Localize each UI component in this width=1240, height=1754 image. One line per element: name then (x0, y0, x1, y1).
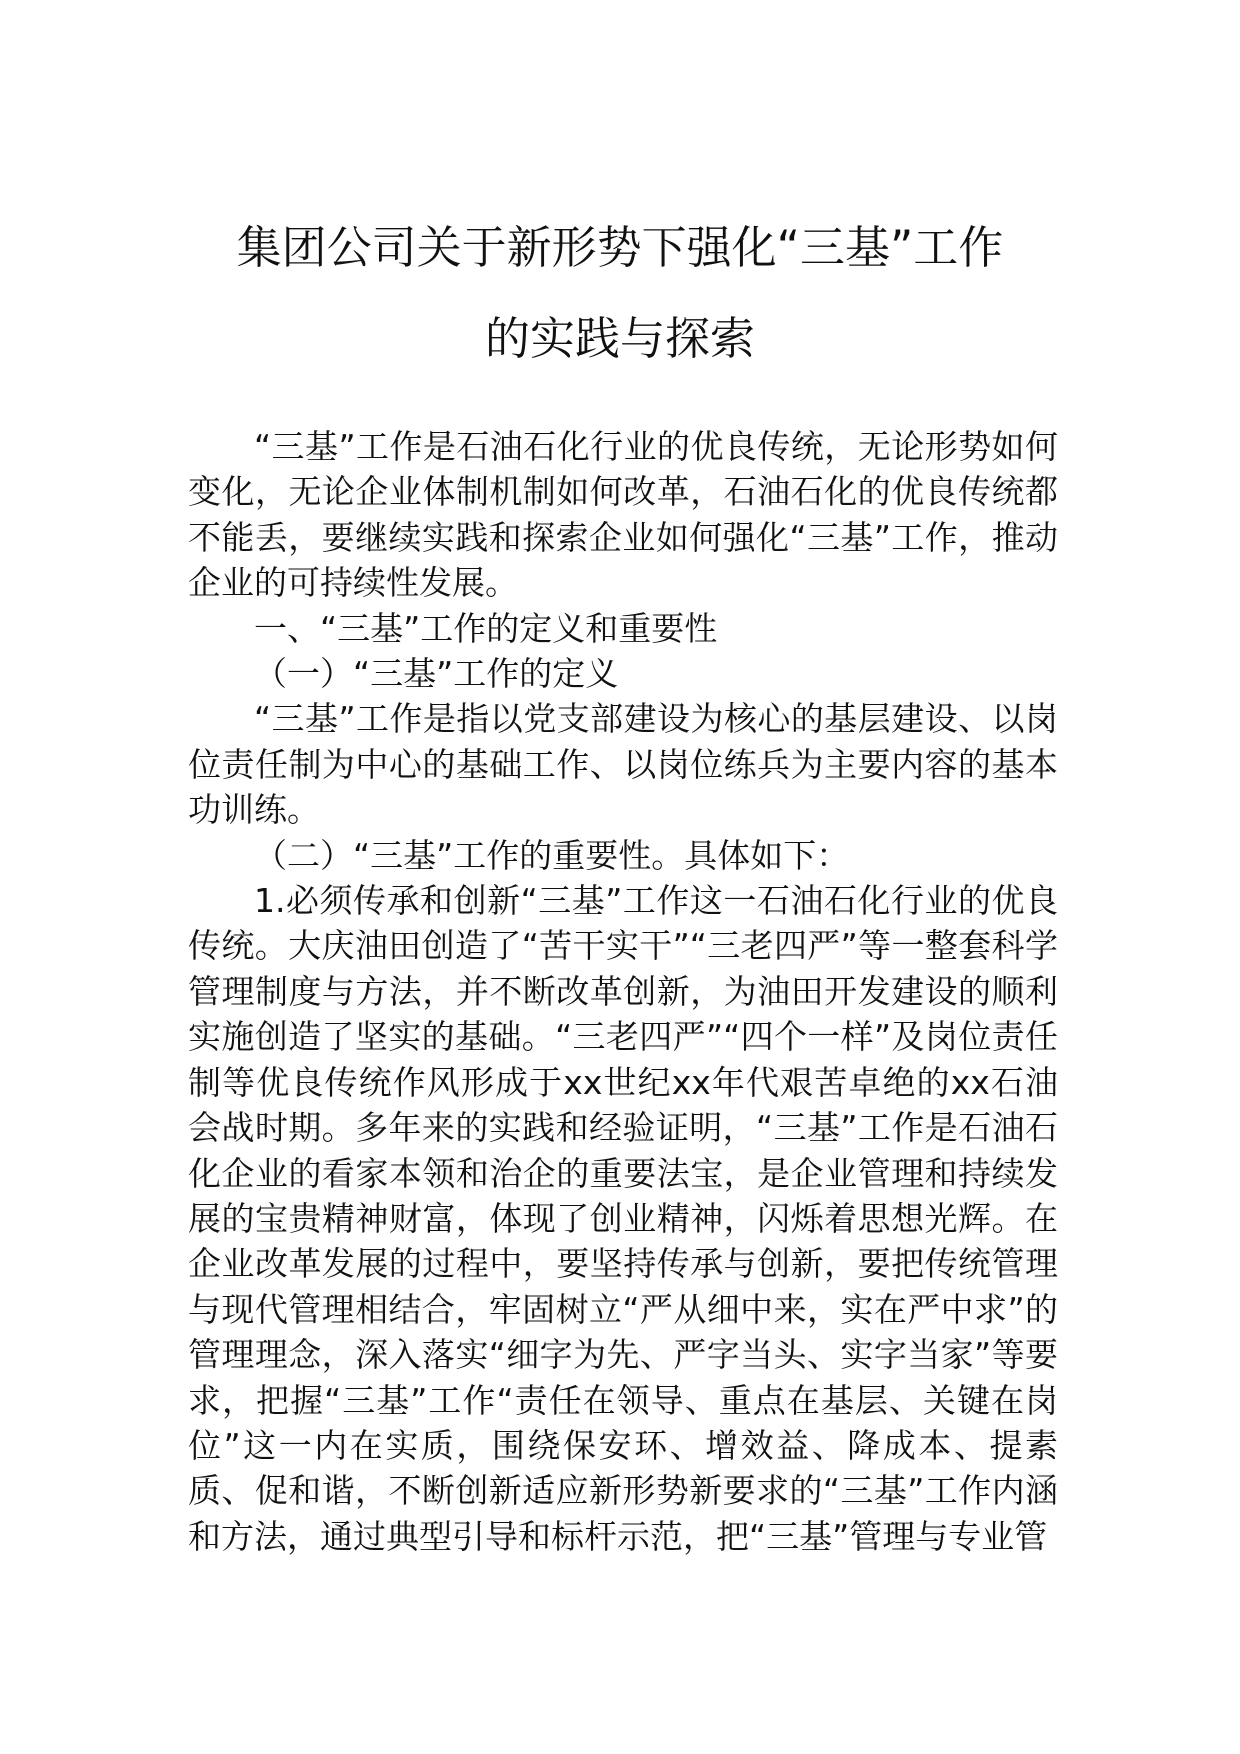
document-body (188, 424, 1058, 1559)
subsection-heading-2: （二）“三基”工作的重要性。具体如下： (254, 835, 850, 875)
intro-paragraph: “三基”工作是石油石化行业的优良传统，无论形势如何变化，无论企业体制机制如何改革，石油石化的优良传统都不能丢，要继续实践和探索企业如何强化“三基”工作，推动企业的可持续性发展。 (188, 427, 1058, 603)
document-title-line-2: 的实践与探索 (484, 312, 755, 365)
definition-paragraph: “三基”工作是指以党支部建设为核心的基层建设、以岗位责任制为中心的基础工作、以岗位练兵为主要内容的基本功训练。 (188, 699, 1058, 830)
point-1-paragraph: 1.必须传承和创新“三基”工作这一石油石化行业的优良传统。大庆油田创造了“苦干实干”“三老四严”等一整套科学管理制度与方法，并不断改革创新，为油田开发建设的顺利实施创造了坚实的基础。“三老四严”“四个一样”及岗位责任制等优良传统作风形成于xx世纪xx年代艰苦卓绝的xx石油会战时期。多年来的实践和经验证明，“三基”工作是石油石化企业的看家本领和治企的重要法宝，是企业管理和持续发展的宝贵精神财富，体现了创业精神，闪烁着思想光辉。在企业改革发展的过程中，要坚持传承与创新，要把传统管理与现代管理相结合，牢固树立“严从细中来，实在严中求”的管理理念，深入落实“细字为先、严字当头、实字当家”等要求，把握“三基”工作“责任在领导、重点在基层、关键在岗位”这一内在实质，围绕保安环、增效益、降成本、提素质、促和谐，不断创新适应新形势新要求的“三基”工作内涵和方法，通过典型引导和标杆示范，把“三基”管理与专业管 (188, 881, 1058, 1556)
subsection-heading-1: （一）“三基”工作的定义 (254, 654, 619, 694)
document-title-line-1: 集团公司关于新形势下强化“三基”工作 (236, 221, 1004, 274)
section-heading-1: 一、“三基”工作的定义和重要性 (254, 608, 718, 648)
